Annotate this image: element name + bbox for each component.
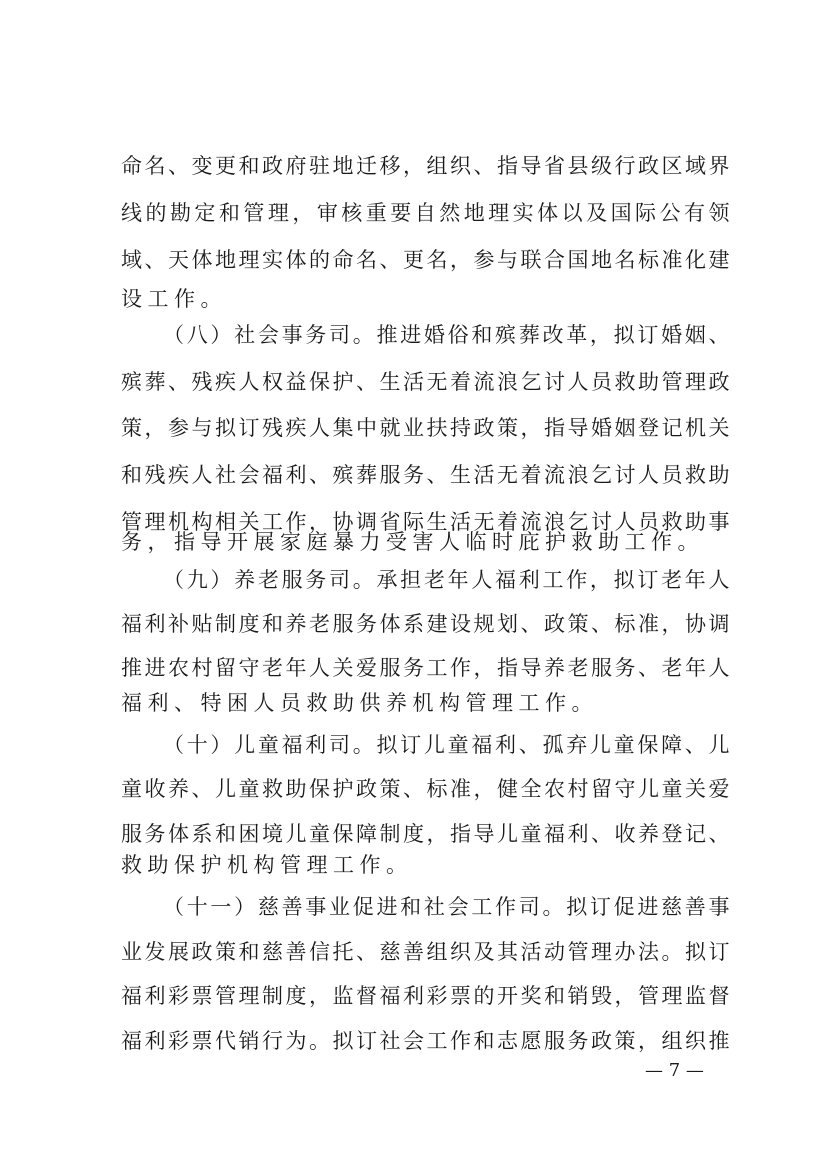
body-line: 域、天体地理实体的命名、更名，参与联合国地名标准化建	[121, 248, 730, 272]
body-line: 推进农村留守老年人关爱服务工作，指导养老服务、老年人	[121, 656, 730, 680]
body-line: 殡葬、残疾人权益保护、生活无着流浪乞讨人员救助管理政	[121, 370, 730, 394]
body-line: 命名、变更和政府驻地迁移，组织、指导省县级行政区域界	[121, 154, 730, 178]
body-line: 福利、特困人员救助供养机构管理工作。	[121, 691, 598, 715]
body-line: 救助保护机构管理工作。	[121, 853, 413, 877]
body-line: 策，参与拟订残疾人集中就业扶持政策，指导婚姻登记机关	[121, 416, 730, 440]
body-line: 线的勘定和管理，审核重要自然地理实体以及国际公有领	[121, 201, 730, 225]
body-line: 福利彩票代销行为。拟订社会工作和志愿服务政策，组织推	[121, 1029, 730, 1053]
body-line: 服务体系和困境儿童保障制度，指导儿童福利、收养登记、	[121, 822, 730, 846]
body-line: 业发展政策和慈善信托、慈善组织及其活动管理办法。拟订	[121, 940, 730, 964]
body-line: 设工作。	[121, 287, 227, 311]
body-line: 管理机构相关工作，协调省际生活无着流浪乞讨人员救助事	[121, 510, 730, 534]
body-line: 和残疾人社会福利、殡葬服务、生活无着流浪乞讨人员救助	[121, 463, 730, 487]
page-number: — 7 —	[645, 1060, 704, 1081]
paragraph-heading-line: （十一）慈善事业促进和社会工作司。拟订促进慈善事	[163, 895, 730, 919]
body-line: 福利补贴制度和养老服务体系建设规划、政策、标准，协调	[121, 612, 730, 636]
paragraph-heading-line: （八）社会事务司。推进婚俗和殡葬改革，拟订婚姻、	[163, 323, 730, 347]
body-line: 童收养、儿童救助保护政策、标准，健全农村留守儿童关爱	[121, 777, 730, 801]
paragraph-heading-line: （九）养老服务司。承担老年人福利工作，拟订老年人	[163, 568, 730, 592]
body-line: 务，指导开展家庭暴力受害人临时庇护救助工作。	[121, 530, 704, 554]
paragraph-heading-line: （十）儿童福利司。拟订儿童福利、孤弃儿童保障、儿	[163, 733, 730, 757]
body-line: 福利彩票管理制度，监督福利彩票的开奖和销毁，管理监督	[121, 984, 730, 1008]
